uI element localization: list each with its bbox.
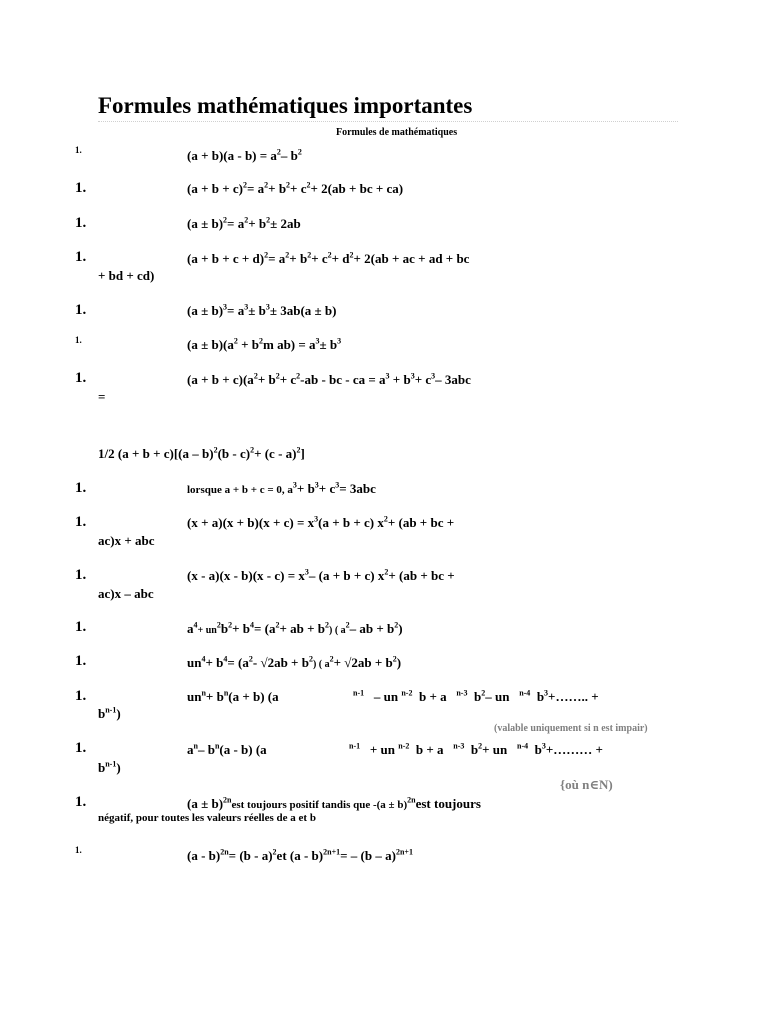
formula-1: $(a + b)(a - b) = a^2-$ $b^2$ [187,147,302,163]
list-number: 1. [75,370,87,386]
formula-4: $(a + b + c + d)^2= a^2+ b^2+ c^2+ d^2+ 2(ab$ + ac + ad + bc [187,250,470,266]
formula-8: lorsque a + b + c = 0, $a^3+ b^3+ c^3= 3abc$ [187,480,376,496]
list-number: 1. [75,145,82,155]
page-title: Formules mathématiques importantes [98,93,473,118]
list-number: 1. [75,514,87,530]
formula-4-continuation: + bd + cd) [98,268,155,283]
list-number: 1. [75,688,87,704]
formula-12: $un^4+ b^4= (a^2-$ $√2ab + b^2$) ( $a^2+ √2ab + b^2$) [187,654,402,670]
formula-13-tail: $^{n-1}$ – un $^{n-2}$ b + a $^{n-3}$ $b^2-$ un $^{n-4}$ $b^3+\dots\dots$.. + [353,688,599,704]
formula-7: $(a + b + c)(a^2+ b^2+ c^2-ab$ - bc - ca = $a^3 + b^3+ c^3-$ 3abc [187,371,471,387]
formula-11: $a^4+ un^2b^2+ b^4= (a^2+$ ab + $b^2$) ( $a^2-$ ab + $b^2$) [187,620,403,636]
formula-2: $(a + b + c)^2= a^2+ b^2+ c^2+ 2(ab$ + bc + ca) [187,180,404,196]
list-number: 1. [75,335,82,345]
formula-9-continuation: ac)x + abc [98,533,155,548]
formula-15: $(a \pm b)^{2n}est$ toujours positif tandis que $-(a \pm b)^{2n}est$ toujours [187,795,481,811]
list-number: 1. [75,794,87,810]
formula-7-continuation: = [98,389,106,404]
formula-14-note: {où n∈N) [560,777,613,792]
list-number: 1. [75,845,82,855]
formula-6: $(a \pm b)(a^2 + b^2m$ $ab) = a^3\pm b^3$ [187,336,342,352]
formula-14: $a^n-$ $b^n(a - b)$ (a [187,741,267,757]
list-number: 1. [75,302,87,318]
list-number: 1. [75,740,87,756]
formula-10: $(x - a)(x - b)(x - c) = x^3-$ (a + b + c) $x^2+ (ab$ + bc + [187,567,455,583]
list-number: 1. [75,567,87,583]
formula-3: $(a \pm b)^2= a^2+ b^2\pm 2ab$ [187,215,301,231]
formula-15-continuation: négatif, pour toutes les valeurs réelles de a et b [98,812,316,824]
formula-13-continuation: $b^{n-1}$) [98,705,121,721]
formula-9: $(x + a)(x + b)(x + c) = x^3(a + b + c)$ $x^2+ (ab$ + bc + [187,514,455,530]
list-number: 1. [75,619,87,635]
formula-14-tail: $^{n-1}$ + un $^{n-2}$ b + a $^{n-3}$ $b^2+$ un $^{n-4}$ $b^3+\dots\dots\dots$ + [349,741,603,757]
formula-10-continuation: ac)x – abc [98,586,154,601]
formula-13: $un^n+ b^n(a + b)$ (a [187,688,279,704]
formula-13-note: (valable uniquement si n est impair) [494,723,648,734]
formula-identity-half: 1/2 (a + b + c)[(a – b)$^2$(b - c)$^2$+ (c - a)$^2$] [98,445,305,461]
page-subtitle: Formules de mathématiques [336,127,458,138]
list-number: 1. [75,180,87,196]
formula-14-continuation: $b^{n-1}$) [98,759,121,775]
formula-5: $(a \pm b)^3= a^3\pm b^3\pm 3ab(a \pm b)$ [187,302,337,318]
formula-16: (a - b)$^{2n}$= (b - a)$^2$et (a - b)$^{2n+1}$= – (b – a)$^{2n+1}$ [187,847,413,863]
list-number: 1. [75,215,87,231]
list-number: 1. [75,653,87,669]
list-number: 1. [75,249,87,265]
list-number: 1. [75,480,87,496]
title-divider [98,121,678,122]
